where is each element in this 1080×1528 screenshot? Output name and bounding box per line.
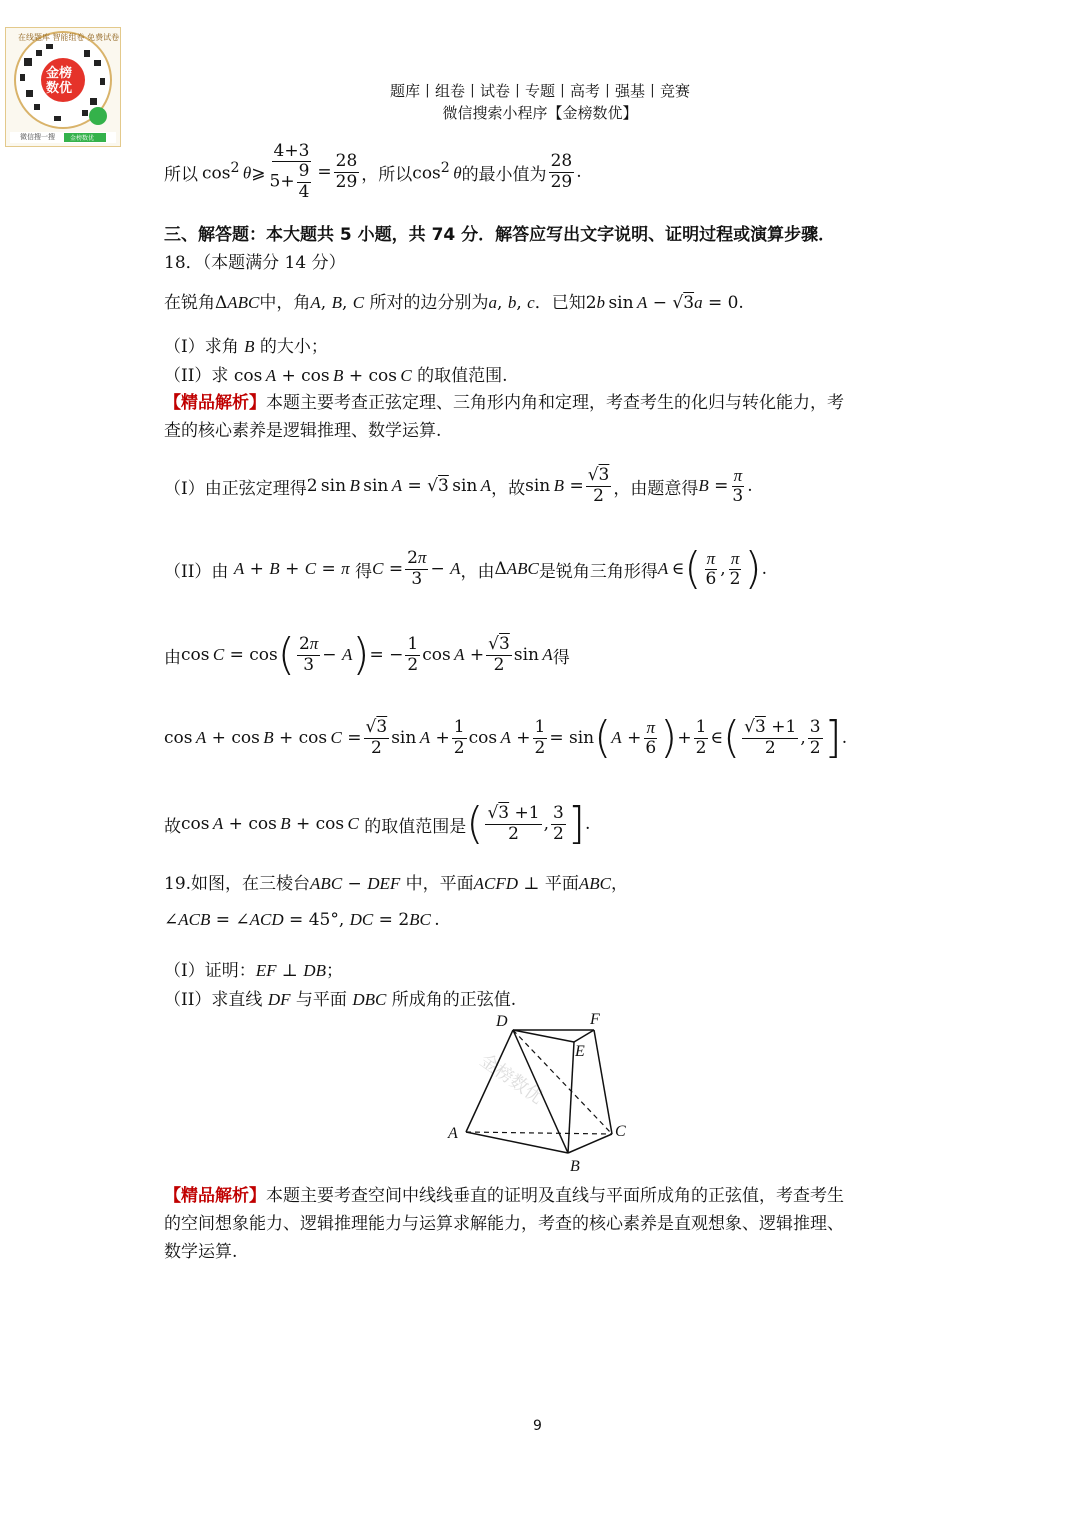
frustum-figure: [440, 1008, 640, 1178]
vertex-label-E: E: [575, 1043, 585, 1060]
q19-part1: （I）证明：EF ⊥ DB；: [164, 961, 343, 981]
header-sub: 微信搜索小程序【金榜数优】: [442, 104, 638, 122]
edge-BC: [568, 1134, 612, 1153]
qr-brand-line1: 金榜: [46, 66, 73, 81]
q18-solution-3: 由 cos C = cos ( $\frac{2\pi}{3}$ − A ) = − $\frac{1}{2}$ cos A + $\frac{√3}{2}$ sin A 得: [164, 629, 570, 680]
vertex-label-F: F: [590, 1011, 600, 1028]
q18-solution-1: （I）由正弦定理得 2 sin B sin A = √3 sin A ，故 sin B = $\frac{√3}{2}$ ，由题意得 B = $\frac{\pi}{3}$ .: [164, 464, 753, 506]
section-heading: 三、解答题：本大题共 5 小题，共 74 分．解答应写出文字说明、证明过程或演算步骤．: [164, 225, 836, 245]
vertex-label-D: D: [496, 1013, 508, 1030]
q18-part2: （II）求 cos A + cos B + cos C 的取值范围.: [164, 366, 508, 386]
q18-part1: （I）求角 B 的大小；: [164, 337, 328, 357]
edge-EB: [568, 1042, 574, 1153]
qr-brand-line2: 数优: [46, 81, 73, 96]
q19-analysis: 【精品解析】本题主要考查空间中线线垂直的证明及直线与平面所成角的正弦值，考查考生 的空间想象能力、逻辑推理能力与运算求解能力，考查的核心素养是直观想象、逻辑推理、 数学运算.: [164, 1186, 844, 1262]
page-number: 9: [533, 1418, 542, 1434]
figure-watermark: 金榜数优: [475, 1049, 547, 1109]
analysis-tag: 【精品解析】: [164, 1186, 266, 1206]
q18-number: 18．（本题满分 14 分）: [164, 253, 346, 273]
q18-solution-5: 故 cos A + cos B + cos C 的取值范围是 ( $\frac{√3 +1}{2}$ , $\frac{3}{2}$ ] .: [164, 798, 591, 849]
header-nav: 题库丨组卷丨试卷丨专题丨高考丨强基丨竞赛: [389, 82, 690, 100]
q18-solution-4: cos A + cos B + cos C = $\frac{√3}{2}$ sin A + $\frac{1}{2}$ cos A + $\frac{1}{2}$ = sin ( A + $\frac{\pi}{6}$ ) + $\frac{1}{2}$ ∈ ( $\frac{√3 +1}{2}$ , $\frac{3}{2}$ ] .: [164, 712, 848, 763]
q18-analysis: 【精品解析】本题主要考查正弦定理、三角形内角和定理，考查考生的化归与转化能力，考 查的核心素养是逻辑推理、数学运算.: [164, 393, 844, 441]
edge-AB: [466, 1132, 568, 1153]
prev-conclusion: 所以 $\cos^2$ θ⩾ 4+3 5+ $\frac{9}{4}$ = $\frac{28}{29}$ ，所以 $\cos^2 \theta$ 的最小值为 $\frac{28}{29}$ .: [164, 140, 582, 202]
qr-footer-text: 微信搜一搜: [20, 133, 55, 141]
q19-line2: ∠ACB = ∠ACD = 45°, DC = 2BC .: [164, 910, 440, 930]
analysis-tag: 【精品解析】: [164, 393, 266, 413]
vertex-label-C: C: [615, 1123, 626, 1140]
vertex-label-B: B: [570, 1158, 580, 1175]
q19-line1: 19.如图，在三棱台ABC − DEF 中，平面ACFD ⊥ 平面ABC，: [164, 874, 628, 894]
q18-solution-2: （II）由 A + B + C = π 得 C = $\frac{2\pi}{3}$ − A ，由 ΔABC 是锐角三角形得 A ∈ ( $\frac{\pi}{6}$ , $\frac{\pi}{2}$ ) .: [164, 543, 768, 594]
qr-ring-text: 在线题库 智能组卷 免费试卷: [18, 33, 120, 42]
qr-footer-badge: 金榜数优: [70, 135, 95, 142]
q18-stem: 在锐角ΔABC中，角A, B, C 所对的边分别为a, b, c．已知2b sin A − √3a = 0.: [164, 293, 744, 313]
edge-AC: [466, 1132, 612, 1134]
q19-part2: （II）求直线 DF 与平面 DBC 所成角的正弦值.: [164, 990, 517, 1010]
vertex-label-A: A: [448, 1125, 458, 1142]
edge-EF: [574, 1030, 594, 1042]
